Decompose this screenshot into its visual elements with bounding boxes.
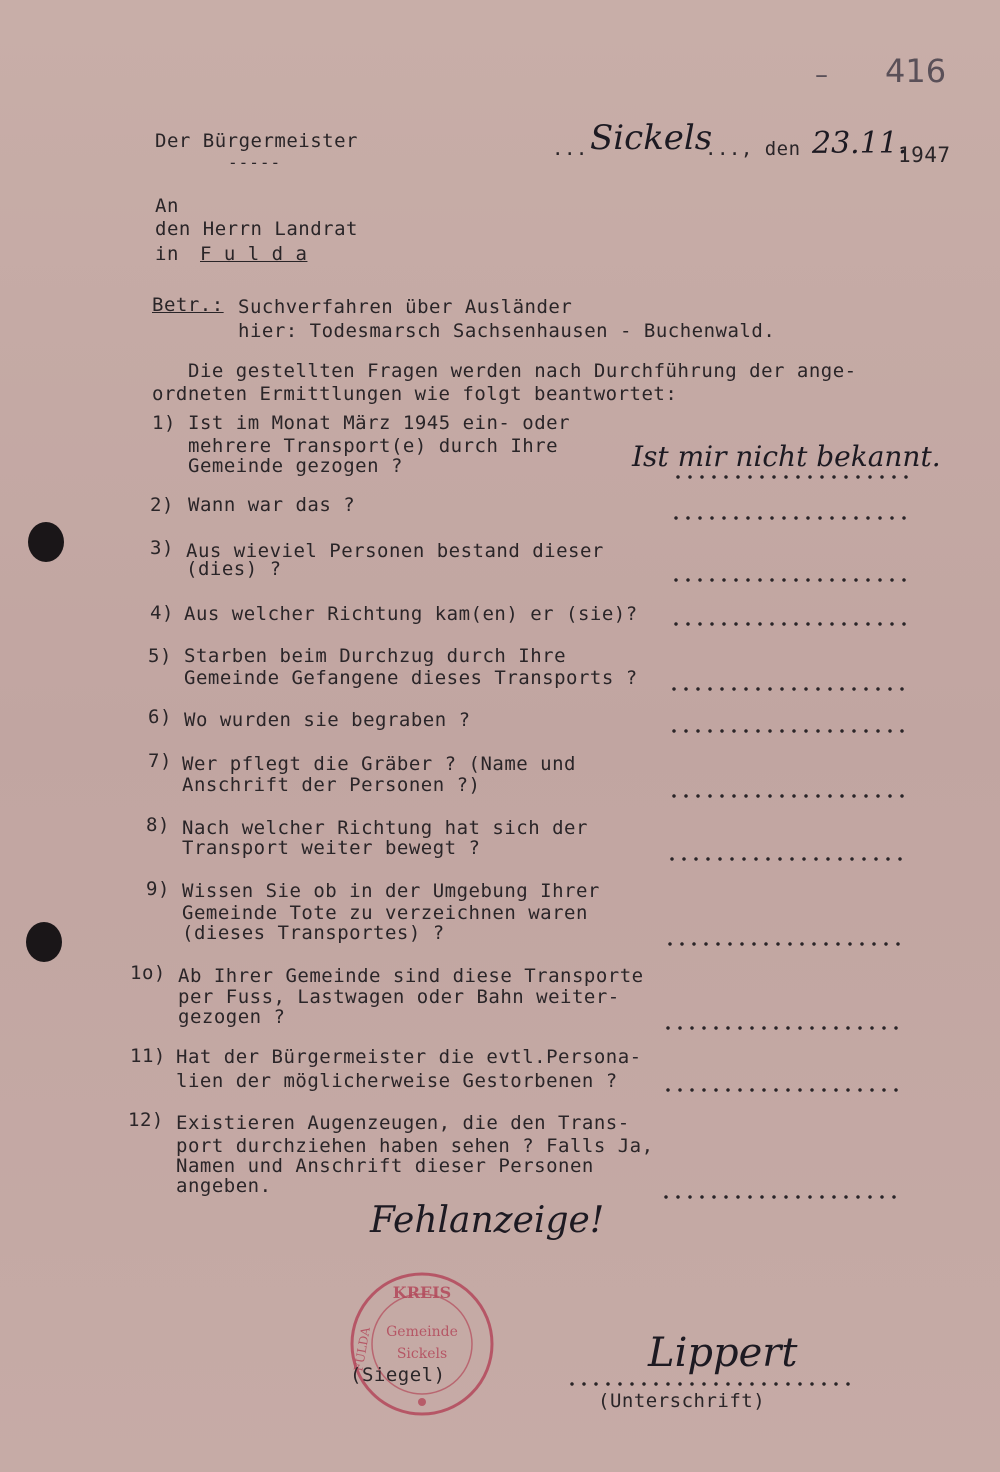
question-number: 9)	[146, 878, 170, 900]
answer-dotted-line	[660, 1195, 904, 1199]
question-line: angeben.	[176, 1175, 272, 1197]
date-mid: ..., den	[705, 138, 801, 160]
punch-hole	[28, 522, 64, 562]
question-number: 5)	[148, 645, 172, 667]
signature-label: (Unterschrift)	[598, 1390, 766, 1412]
answer-handwritten: Ist mir nicht bekannt.	[632, 440, 941, 473]
question-line: port durchziehen haben sehen ? Falls Ja,	[176, 1135, 654, 1157]
question-line: (dieses Transportes) ?	[182, 922, 445, 944]
question-number: 12)	[128, 1109, 164, 1131]
question-number: 7)	[148, 750, 172, 772]
intro-line-1: Die gestellten Fragen werden nach Durchführung der ange-	[188, 360, 857, 382]
question-number: 8)	[146, 814, 170, 836]
stamp-center-2: Sickels	[396, 1346, 448, 1362]
sender: Der Bürgermeister	[155, 130, 358, 152]
recipient-line-3-prefix: in	[155, 243, 179, 265]
stamp-left-text: FULDA	[351, 1326, 373, 1373]
question-line: Existieren Augenzeugen, die den Trans-	[176, 1112, 630, 1134]
place-handwritten: Sickels	[590, 118, 713, 158]
question-number: 6)	[148, 706, 172, 728]
question-line: Nach welcher Richtung hat sich der	[182, 817, 588, 839]
answer-dotted-line	[662, 1088, 906, 1092]
question-line: Gemeinde Gefangene dieses Transports ?	[184, 667, 638, 689]
intro-line-2: ordneten Ermittlungen wie folgt beantwortet:	[152, 383, 678, 405]
question-line: Anschrift der Personen ?)	[182, 774, 481, 796]
subject-line-2: hier: Todesmarsch Sachsenhausen - Buchenwald.	[238, 320, 776, 342]
answer-dotted-line	[662, 1026, 906, 1030]
answer-dotted-line	[668, 729, 912, 733]
question-line: Transport weiter bewegt ?	[182, 837, 481, 859]
question-line: Gemeinde gezogen ?	[188, 455, 403, 477]
stamp-center-1: Gemeinde	[386, 1324, 458, 1340]
question-number: 4)	[150, 602, 174, 624]
answer-dotted-line	[664, 942, 908, 946]
signature-dotted-line	[566, 1382, 850, 1386]
question-line: Namen und Anschrift dieser Personen	[176, 1155, 594, 1177]
question-line: Starben beim Durchzug durch Ihre	[184, 645, 567, 667]
sender-rule: -----	[228, 153, 282, 172]
seal-label: (Siegel)	[350, 1364, 446, 1386]
answer-dotted-line	[670, 516, 912, 520]
question-line: lien der möglicherweise Gestorbenen ?	[176, 1070, 618, 1092]
question-number: 2)	[150, 494, 174, 516]
question-line: mehrere Transport(e) durch Ihre	[188, 435, 559, 457]
subject-label: Betr.:	[152, 294, 224, 316]
question-number: 1)	[152, 412, 176, 434]
municipal-seal-stamp	[348, 1270, 496, 1418]
recipient-line-2: den Herrn Landrat	[155, 218, 358, 240]
date-handwritten: 23.11.	[812, 126, 908, 161]
punch-hole	[26, 922, 62, 962]
stamp-top-text: KREIS	[392, 1283, 452, 1302]
question-line: Wissen Sie ob in der Umgebung Ihrer	[182, 880, 600, 902]
question-number: 11)	[130, 1045, 166, 1067]
answer-dotted-line	[668, 687, 912, 691]
folio-number: 416	[885, 52, 947, 90]
date-prefix: ...	[552, 138, 588, 160]
recipient-line-1: An	[155, 195, 179, 217]
year: 1947	[898, 143, 951, 167]
question-line: (dies) ?	[186, 558, 282, 580]
question-line: Gemeinde Tote zu verzeichnen waren	[182, 902, 588, 924]
answer-dotted-line	[666, 857, 910, 861]
question-line: Aus wieviel Personen bestand dieser	[186, 540, 604, 562]
question-line: Hat der Bürgermeister die evtl.Persona-	[176, 1046, 642, 1068]
subject-line-1: Suchverfahren über Ausländer	[238, 296, 573, 318]
fehlanzeige-handwritten: Fehlanzeige!	[370, 1200, 605, 1241]
recipient-city: F u l d a	[200, 243, 308, 265]
question-line: Ab Ihrer Gemeinde sind diese Transporte	[178, 965, 644, 987]
question-line: Wer pflegt die Gräber ? (Name und	[182, 753, 576, 775]
question-line: Wann war das ?	[188, 494, 356, 516]
question-line: Aus welcher Richtung kam(en) er (sie)?	[184, 603, 638, 625]
question-line: Ist im Monat März 1945 ein- oder	[188, 412, 571, 434]
answer-dotted-line	[668, 794, 912, 798]
question-line: per Fuss, Lastwagen oder Bahn weiter-	[178, 986, 620, 1008]
question-line: Wo wurden sie begraben ?	[184, 709, 471, 731]
question-line: gezogen ?	[178, 1006, 286, 1028]
answer-dotted-line	[670, 578, 912, 582]
question-number: 1o)	[130, 962, 166, 984]
answer-dotted-line	[670, 622, 912, 626]
signature-handwritten: Lippert	[648, 1330, 798, 1376]
question-number: 3)	[150, 537, 174, 559]
folio-dash: –	[815, 60, 828, 90]
answer-dotted-line	[672, 475, 912, 479]
